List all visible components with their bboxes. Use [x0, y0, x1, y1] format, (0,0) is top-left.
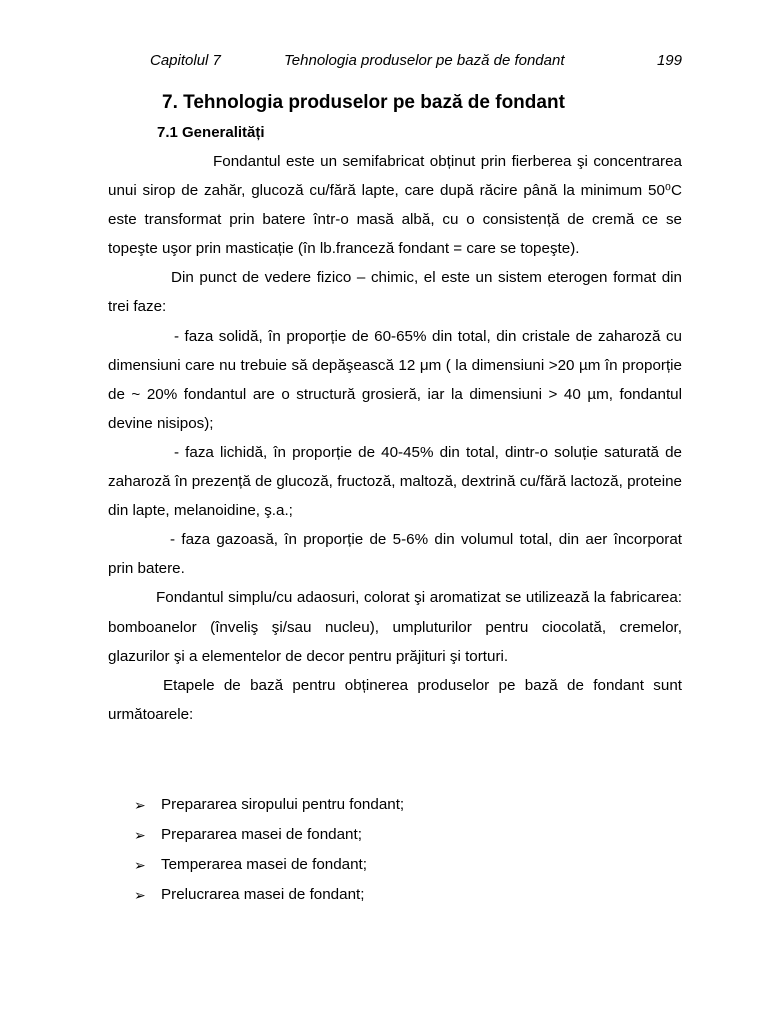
paragraph-phases: Din punct de vedere fizico – chimic, el este un sistem eterogen format din trei faze:: [108, 269, 682, 316]
header-chapter: Capitolul 7: [150, 52, 221, 69]
list-item-text: Prelucrarea masei de fondant;: [161, 886, 365, 903]
running-header: [150, 50, 682, 72]
stages-list: [134, 790, 682, 910]
list-item-text: Temperarea masei de fondant;: [161, 856, 367, 873]
paragraph-solid-phase: - faza solidă, în proporție de 60-65% din total, din cristale de zaharoză cu dimensiuni care nu trebuie să depăşească 12 μm ( la dimensiuni >20 µm în proporție de ~ 20% fondantul are o structură grosieră, iar la dimensiuni > 40 µm, fondantul devine nisipos);: [108, 327, 682, 432]
paragraph-gas-phase: - faza gazoasă, în proporție de 5-6% din volumul total, din aer încorporat prin batere.: [108, 531, 682, 578]
arrowhead-bullet-icon: ➢: [134, 797, 146, 813]
header-page-number: 199: [656, 52, 682, 69]
arrowhead-bullet-icon: ➢: [134, 857, 146, 873]
body-text: [108, 147, 682, 729]
list-item: [134, 880, 682, 910]
paragraph-intro: Fondantul este un semifabricat obținut prin fierberea şi concentrarea unui sirop de zahăr, glucoză cu/fără lapte, care după răcire până la minimum 50⁰C este transformat prin batere într-o masă albă, cu o consistență de cremă ce se topeşte uşor prin masticație (în lb.franceză fondant = care se topeşte).: [108, 153, 682, 258]
arrowhead-bullet-icon: ➢: [134, 827, 146, 843]
section-title: 7.1 Generalități: [157, 124, 265, 141]
list-item: [134, 850, 682, 880]
list-item-text: Prepararea masei de fondant;: [161, 826, 362, 843]
paragraph-liquid-phase: - faza lichidă, în proporție de 40-45% din total, dintr-o soluție saturată de zaharoză în prezență de glucoză, fructoză, maltoză, dextrină cu/fără lactoză, proteine din lapte, melanoidine, ş.a.;: [108, 443, 682, 520]
list-item: [134, 790, 682, 820]
chapter-title: 7. Tehnologia produselor pe bază de fondant: [162, 92, 565, 113]
list-item-text: Prepararea siropului pentru fondant;: [161, 796, 405, 813]
list-item: [134, 820, 682, 850]
paragraph-uses: Fondantul simplu/cu adaosuri, colorat şi aromatizat se utilizează la fabricarea: bomboanelor (înveliş şi/sau nucleu), umpluturilor pentru ciocolată, cremelor, glazurilor şi a elementelor de decor pentru prăjituri şi torturi.: [108, 589, 682, 665]
paragraph-stages: Etapele de bază pentru obținerea produselor pe bază de fondant sunt următoarele:: [108, 676, 682, 723]
arrowhead-bullet-icon: ➢: [134, 887, 146, 903]
header-running-title: Tehnologia produselor pe bază de fondant: [284, 52, 565, 69]
